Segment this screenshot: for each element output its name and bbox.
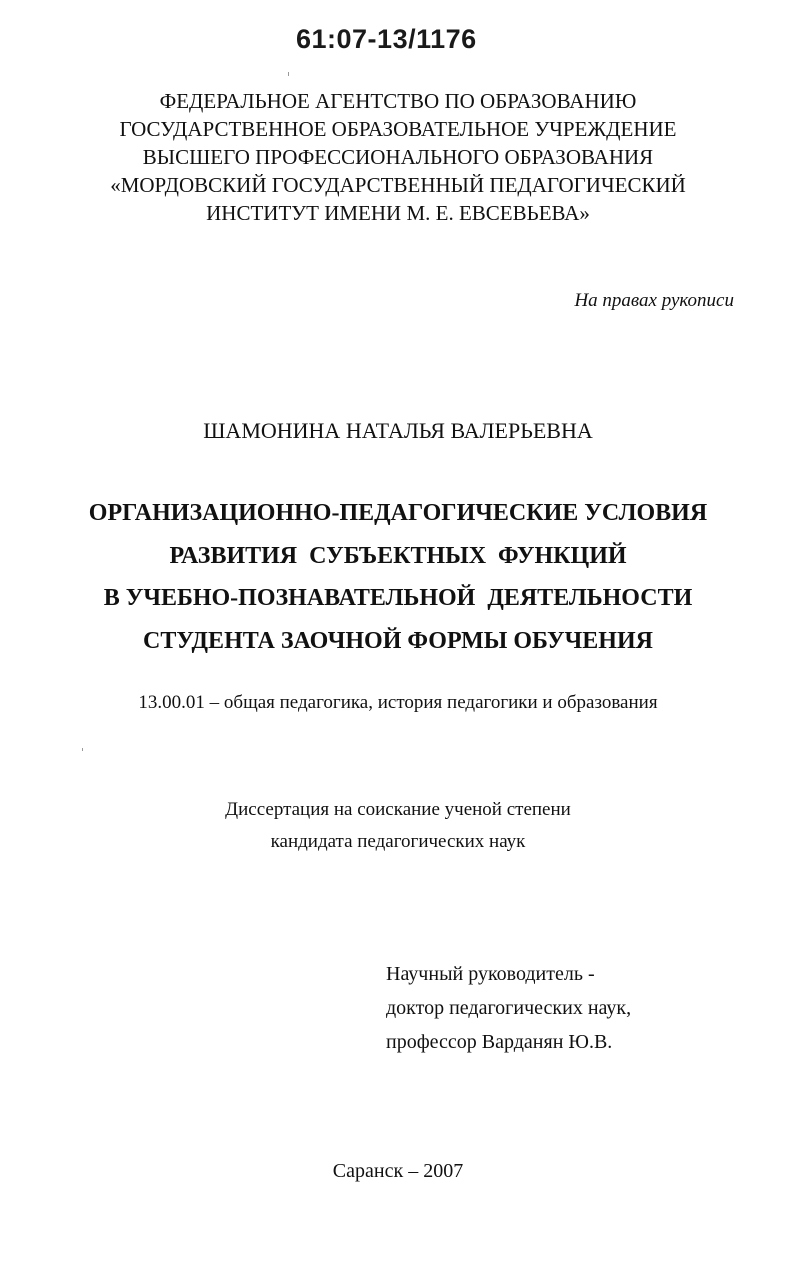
organization-line: ВЫСШЕГО ПРОФЕССИОНАЛЬНОГО ОБРАЗОВАНИЯ (142, 145, 654, 169)
title-line: РАЗВИТИЯ СУБЪЕКТНЫХ ФУНКЦИЙ (169, 542, 627, 569)
rights-note: На правах рукописи (574, 290, 734, 311)
archive-stamp: 61:07-13/1176 (296, 24, 477, 54)
dissertation-title (0, 492, 796, 662)
degree-statement (0, 794, 796, 858)
degree-line: кандидата педагогических наук (270, 831, 526, 852)
supervisor-line: профессор Варданян Ю.В. (386, 1031, 613, 1053)
city-year: Саранск – 2007 (332, 1160, 464, 1182)
organization-line: ИНСТИТУТ ИМЕНИ М. Е. ЕВСЕВЬЕВА» (206, 201, 590, 225)
title-line: СТУДЕНТА ЗАОЧНОЙ ФОРМЫ ОБУЧЕНИЯ (143, 627, 653, 654)
organization-line: «МОРДОВСКИЙ ГОСУДАРСТВЕННЫЙ ПЕДАГОГИЧЕСКИЙ (110, 173, 686, 197)
organization-line: ФЕДЕРАЛЬНОЕ АГЕНТСТВО ПО ОБРАЗОВАНИЮ (159, 89, 637, 113)
supervisor-line: Научный руководитель - (386, 963, 595, 985)
scan-mark (288, 72, 289, 76)
organization-header (0, 87, 796, 227)
scientific-supervisor (386, 957, 631, 1059)
author-name: ШАМОНИНА НАТАЛЬЯ ВАЛЕРЬЕВНА (203, 418, 593, 443)
supervisor-line: доктор педагогических наук, (386, 997, 632, 1019)
title-line: В УЧЕБНО-ПОЗНАВАТЕЛЬНОЙ ДЕЯТЕЛЬНОСТИ (103, 585, 693, 611)
degree-line: Диссертация на соискание ученой степени (225, 799, 571, 820)
specialty-code: 13.00.01 – общая педагогика, история педагогики и образования (138, 692, 658, 713)
scan-mark (82, 748, 83, 751)
organization-line: ГОСУДАРСТВЕННОЕ ОБРАЗОВАТЕЛЬНОЕ УЧРЕЖДЕНИЕ (119, 117, 677, 141)
title-line: ОРГАНИЗАЦИОННО-ПЕДАГОГИЧЕСКИЕ УСЛОВИЯ (88, 500, 708, 526)
